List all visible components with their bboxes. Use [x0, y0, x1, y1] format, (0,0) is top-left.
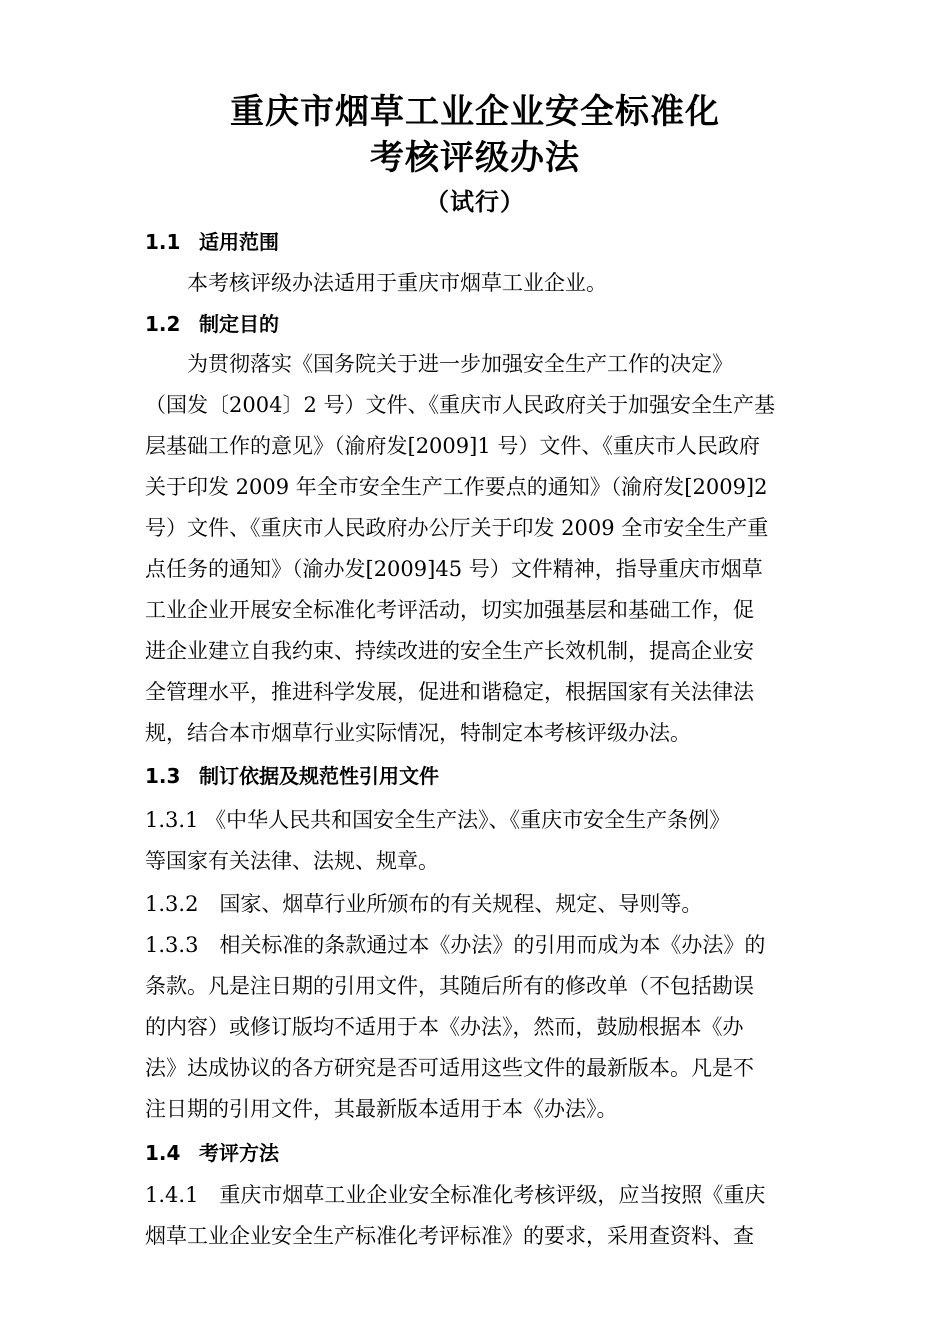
paragraph-1-2-line: 关于印发 2009 年全市安全生产工作要点的通知》（渝府发[2009]2 [145, 475, 768, 499]
section-heading-1-3 [145, 762, 439, 790]
section-number: 1.2 [145, 312, 181, 336]
paragraph-1-1: 本考核评级办法适用于重庆市烟草工业企业。 [187, 271, 607, 295]
clause-1-4-1-line: 1.4.1 重庆市烟草工业企业安全标准化考核评级，应当按照《重庆 [145, 1183, 766, 1207]
section-number: 1.4 [145, 1141, 181, 1165]
paragraph-1-2-line: 全管理水平，推进科学发展，促进和谐稳定，根据国家有关法律法 [145, 680, 754, 704]
clause-1-4-1-line: 烟草工业企业安全生产标准化考评标准》的要求，采用查资料、查 [145, 1224, 754, 1248]
clause-1-3-2-line: 1.3.2 国家、烟草行业所颁布的有关规程、规定、导则等。 [145, 892, 703, 916]
clause-1-3-3-line: 的内容）或修订版均不适用于本《办法》，然而，鼓励根据本《办 [145, 1015, 744, 1039]
doc-title-line2: 考核评级办法 [370, 138, 580, 178]
section-heading-1-1 [145, 228, 279, 256]
clause-1-3-1-line: 等国家有关法律、法规、规章。 [145, 849, 439, 873]
doc-title-line3: （试行） [425, 187, 525, 216]
section-number: 1.1 [145, 230, 181, 254]
section-title: 制订依据及规范性引用文件 [199, 764, 439, 788]
section-number: 1.3 [145, 764, 181, 788]
clause-1-3-3-line: 1.3.3 相关标准的条款通过本《办法》的引用而成为本《办法》的 [145, 933, 766, 957]
clause-1-3-3-line: 条款。凡是注日期的引用文件，其随后所有的修改单（不包括勘误 [145, 974, 754, 998]
clause-1-3-3-line: 注日期的引用文件，其最新版本适用于本《办法》。 [145, 1097, 618, 1121]
doc-title-line1: 重庆市烟草工业企业安全标准化 [230, 92, 720, 132]
section-heading-1-2 [145, 310, 279, 338]
paragraph-1-2-line: 进企业建立自我约束、持续改进的安全生产长效机制，提高企业安 [145, 639, 754, 663]
paragraph-1-2-line: 层基础工作的意见》（渝府发[2009]1 号）文件、《重庆市人民政府 [145, 434, 760, 458]
clause-1-3-3-line: 法》达成协议的各方研究是否可适用这些文件的最新版本。凡是不 [145, 1056, 754, 1080]
section-heading-1-4 [145, 1139, 279, 1167]
paragraph-1-2-line: （国发〔2004〕2 号）文件、《重庆市人民政府关于加强安全生产基 [145, 393, 775, 417]
section-title: 制定目的 [199, 312, 279, 336]
paragraph-1-2-line: 为贯彻落实《国务院关于进一步加强安全生产工作的决定》 [187, 352, 733, 376]
paragraph-1-2-line: 号）文件、《重庆市人民政府办公厅关于印发 2009 全市安全生产重 [145, 516, 769, 540]
paragraph-1-2-line: 工业企业开展安全标准化考评活动，切实加强基层和基础工作，促 [145, 598, 754, 622]
paragraph-1-2-line: 规，结合本市烟草行业实际情况，特制定本考核评级办法。 [145, 721, 691, 745]
clause-1-3-1-line: 1.3.1 《中华人民共和国安全生产法》、《重庆市安全生产条例》 [145, 808, 731, 832]
section-title: 适用范围 [199, 230, 279, 254]
paragraph-1-2-line: 点任务的通知》（渝办发[2009]45 号）文件精神，指导重庆市烟草 [145, 557, 763, 581]
section-title: 考评方法 [199, 1141, 279, 1165]
